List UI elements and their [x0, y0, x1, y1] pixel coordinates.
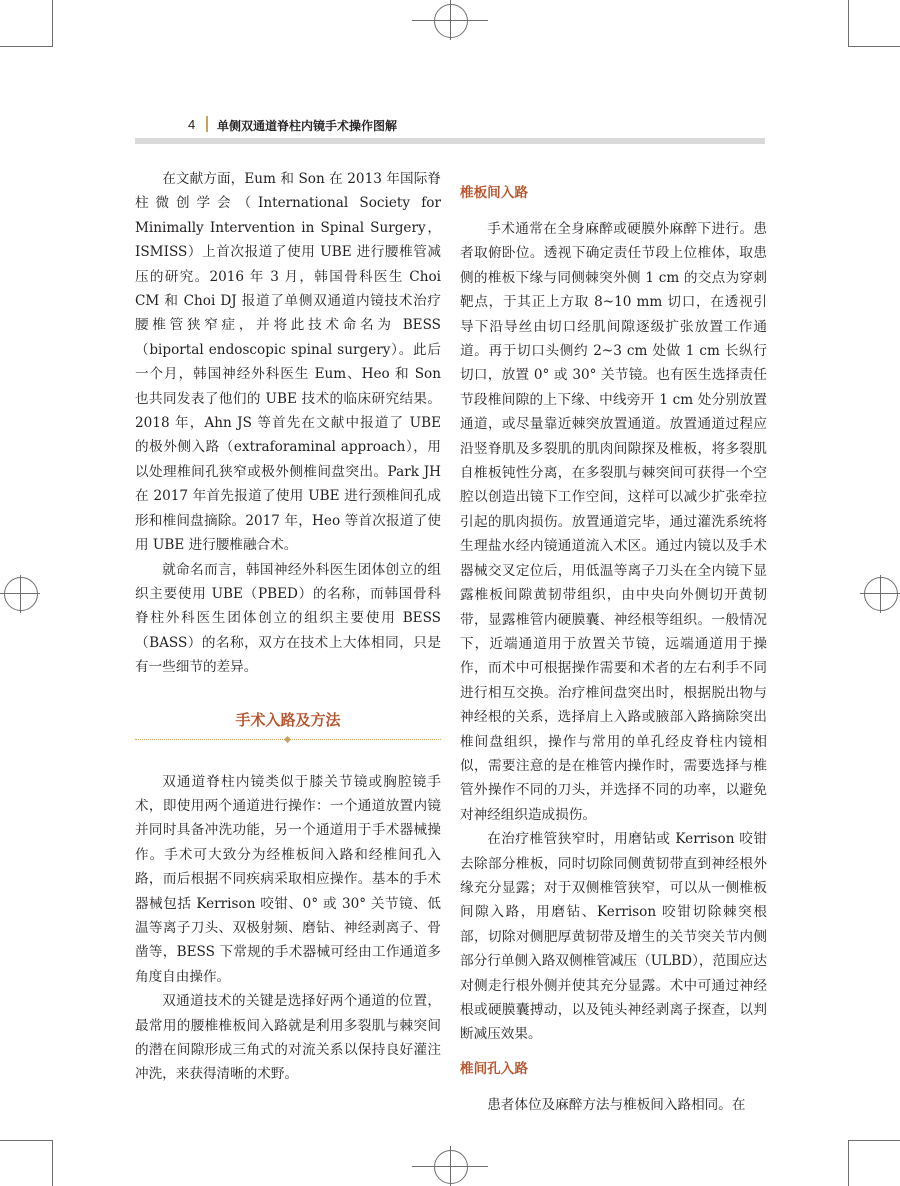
running-header [135, 112, 765, 144]
paragraph: 在文献方面，Eum 和 Son 在 2013 年国际脊柱微创学会（International Society for Minimally Intervention in Spinal Surgery，ISMISS）上首次报道了使用 UBE 进行腰椎管减压的研究。2016 年 3 月，韩国骨科医生 Choi CM 和 Choi DJ 报道了单侧双通道内镜技术治疗腰椎管狭窄症，并将此技术命名为 BESS（biportal endoscopic spinal surgery）。此后一个月，韩国神经外科医生 Eum、Heo 和 Son 也共同发表了他们的 UBE 技术的临床研究结果。2018 年，Ahn JS 等首先在文献中报道了 UBE 的极外侧入路（extraforaminal approach），用以处理椎间孔狭窄或极外侧椎间盘突出。Park JH 在 2017 年首先报道了使用 UBE 进行颈椎间孔成形和椎间盘摘除。2017 年，Heo 等首次报道了使用 UBE 进行腰椎融合术。 [135, 171, 441, 554]
subheading-interlaminar: 椎板间入路 [460, 185, 528, 201]
header-separator [206, 116, 208, 132]
crop-mark [0, 1140, 53, 1141]
right-column [460, 181, 767, 1117]
left-column [135, 167, 441, 1087]
subheading-foraminal: 椎间孔入路 [460, 1060, 528, 1077]
paragraph: 患者体位及麻醉方法与椎板间入路相同。在 [487, 1096, 746, 1113]
paragraph: 双通道脊柱内镜类似于膝关节镜或胸腔镜手术，即使用两个通道进行操作：一个通道放置内镜并同时具备冲洗功能，另一个通道用于手术器械操作。手术可大致分为经椎板间入路和经椎间孔入路，而后根据不同疾病采取相应操作。基本的手术器械包括 Kerrison 咬钳、0° 或 30° 关节镜、低温等离子刀头、双极射频、磨钻、神经剥离子、骨凿等，BESS 下常规的手术器械可经由工作通道多角度自由操作。 [135, 773, 441, 985]
crop-mark [0, 46, 53, 47]
registration-circle [434, 1150, 468, 1184]
crop-mark [848, 0, 849, 46]
paragraph: 手术通常在全身麻醉或硬膜外麻醉下进行。患者取俯卧位。透视下确定责任节段上位椎体，取患侧的椎板下缘与同侧棘突外侧 1 cm 的交点为穿刺靶点，于其正上方取 8~10 mm 切口，在透视引导下沿导丝由切口经肌间隙逐级扩张放置工作通道。再于切口头侧约 2~3 cm 处做 1 cm 长纵行切口，放置 0° 或 30° 关节镜。也有医生选择责任节段椎间隙的上下缘、中线旁开 1 cm 处分别放置通道，或尽量靠近棘突放置通道。放置通道过程应沿竖脊肌及多裂肌的肌肉间隙探及椎板，将多裂肌自椎板钝性分离，在多裂肌与棘突间可获得一个空腔以创造出镜下工作空间，这样可以减少扩张牵拉引起的肌肉损伤。放置通道完毕，通过灌洗系统将生理盐水经内镜通道流入术区。通过内镜以及手术器械交叉定位后，用低温等离子刀头在全内镜下显露椎板间隙黄韧带组织，由中央向外侧切开黄韧带，显露椎管内硬膜囊、神经根等组织。一般情况下，近端通道用于放置关节镜，远端通道用于操作，而术中可根据操作需要和术者的左右利手不同进行相互交换。治疗椎间盘突出时，根据脱出物与神经根的关系，选择肩上入路或腋部入路摘除突出椎间盘组织，操作与常用的单孔经皮脊柱内镜相似，需要注意的是在椎管内操作时，需要选择与椎管外操作不同的刀头，并选择不同的功率，以避免对神经组织造成损伤。 [460, 221, 767, 823]
crop-mark [848, 46, 900, 47]
header-bar [135, 138, 765, 144]
crop-mark [52, 1140, 53, 1186]
crop-mark [848, 1140, 849, 1186]
registration-circle [434, 4, 468, 38]
section-heading: 手术入路及方法 [235, 710, 341, 729]
crop-mark [848, 1140, 900, 1141]
registration-circle [4, 577, 38, 611]
registration-circle [864, 577, 898, 611]
diamond-ornament [284, 735, 291, 742]
paragraph: 在治疗椎管狭窄时，用磨钻或 Kerrison 咬钳去除部分椎板，同时切除同侧黄韧带直到神经根外缘充分显露；对于双侧椎管狭窄，可以从一侧椎板间隙入路，用磨钻、Kerrison 咬钳切除棘突根部，切除对侧肥厚黄韧带及增生的关节突关节内侧部分行单侧入路双侧椎管减压（ULBD），范围应达对侧走行根外侧并使其充分显露。术中可通过神经根或硬膜囊搏动，以及钝头神经剥离子探查，以判断减压效果。 [460, 831, 767, 1043]
paragraph: 双通道技术的关键是选择好两个通道的位置，最常用的腰椎椎板间入路就是利用多裂肌与棘突间的潜在间隙形成三角式的对流关系以保持良好灌注冲洗，来获得清晰的术野。 [135, 993, 441, 1083]
section-divider [135, 736, 441, 744]
page-number: 4 [188, 117, 196, 132]
book-title: 单侧双通道脊柱内镜手术操作图解 [217, 119, 398, 133]
paragraph: 就命名而言，韩国神经外科医生团体创立的组织主要使用 UBE（PBED）的名称，而韩国骨科脊柱外科医生团体创立的组织主要使用 BESS（BASS）的名称，双方在技术上大体相同，只是有一些细节的差异。 [135, 561, 441, 676]
crop-mark [52, 0, 53, 46]
